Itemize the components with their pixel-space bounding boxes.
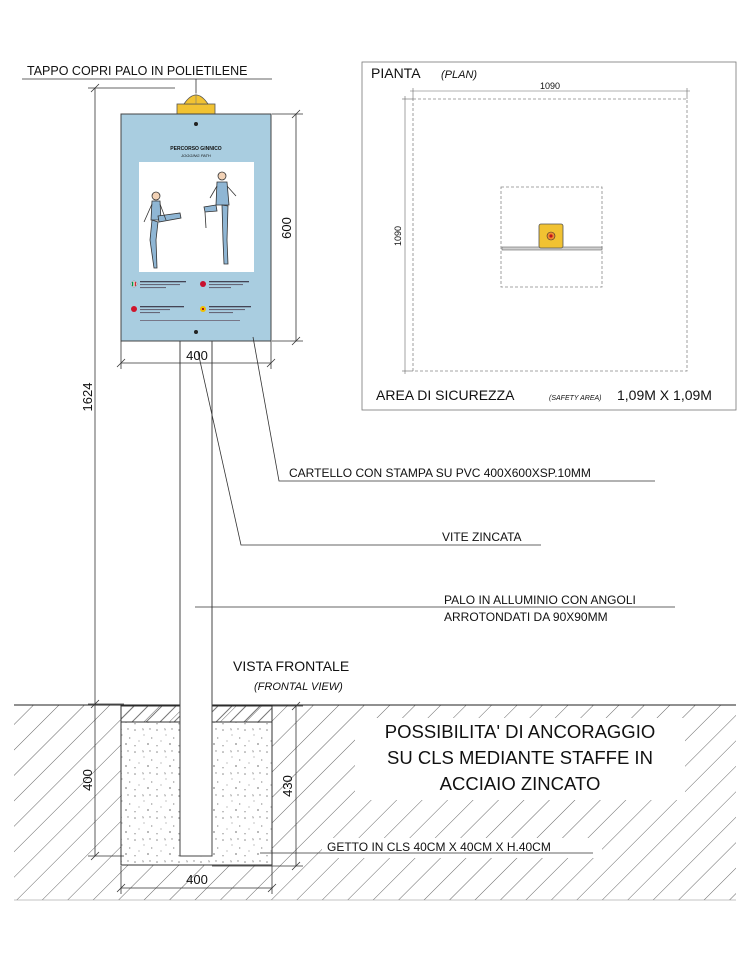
front-view-title: VISTA FRONTALE: [233, 658, 350, 674]
plan-title-en: (PLAN): [441, 69, 478, 81]
pole-embed-dim: 430: [280, 775, 295, 797]
front-view-subtitle: (FRONTAL VIEW): [254, 681, 343, 693]
pole-label-line1: PALO IN ALLUMINIO CON ANGOLI: [444, 593, 636, 607]
plan-depth-dim: 1090: [393, 225, 403, 247]
foundation-width-dim: 400: [186, 872, 208, 887]
sign-panel: [121, 114, 271, 341]
panel-title: PERCORSO GINNICO: [170, 146, 222, 152]
safety-area-label: AREA DI SICUREZZA: [376, 387, 515, 403]
pole-plan-icon: [539, 224, 563, 248]
flag-icon: [131, 306, 137, 312]
anchor-note-line3: ACCIAIO ZINCATO: [439, 773, 601, 794]
pole-label-line2: ARROTONDATI DA 90X90MM: [444, 610, 608, 624]
screw-label: VITE ZINCATA: [442, 530, 522, 544]
anchor-note-line2: SU CLS MEDIANTE STAFFE IN: [387, 747, 653, 768]
concrete-label: GETTO IN CLS 40CM X 40CM X H.40CM: [327, 840, 551, 854]
safety-area-size: 1,09M X 1,09M: [617, 387, 712, 403]
cap-label: TAPPO COPRI PALO IN POLIETILENE: [27, 64, 248, 78]
flag-icon: [200, 281, 206, 287]
aluminium-pole: [180, 340, 212, 856]
poly-cap-icon: [177, 93, 215, 114]
anchor-note-line1: POSSIBILITA' DI ANCORAGGIO: [384, 721, 656, 742]
sign-height-dim: 600: [279, 217, 294, 239]
top-screw-icon: [194, 122, 198, 126]
safety-area-label-en: (SAFETY AREA): [549, 395, 602, 402]
plan-title: PIANTA: [371, 65, 421, 81]
panel-subtitle: JOGGING PATH: [181, 153, 211, 158]
sign-width-dim: 400: [186, 348, 208, 363]
plan-width-dim: 1090: [539, 81, 561, 91]
total-height-dim: 1624: [80, 382, 95, 412]
plan-view: [362, 62, 736, 410]
bottom-screw-icon: [194, 330, 198, 334]
foundation-depth-dim: 400: [80, 769, 95, 791]
flag-icon: [131, 281, 137, 287]
sign-label: CARTELLO CON STAMPA SU PVC 400X600XSP.10MM: [289, 466, 591, 480]
